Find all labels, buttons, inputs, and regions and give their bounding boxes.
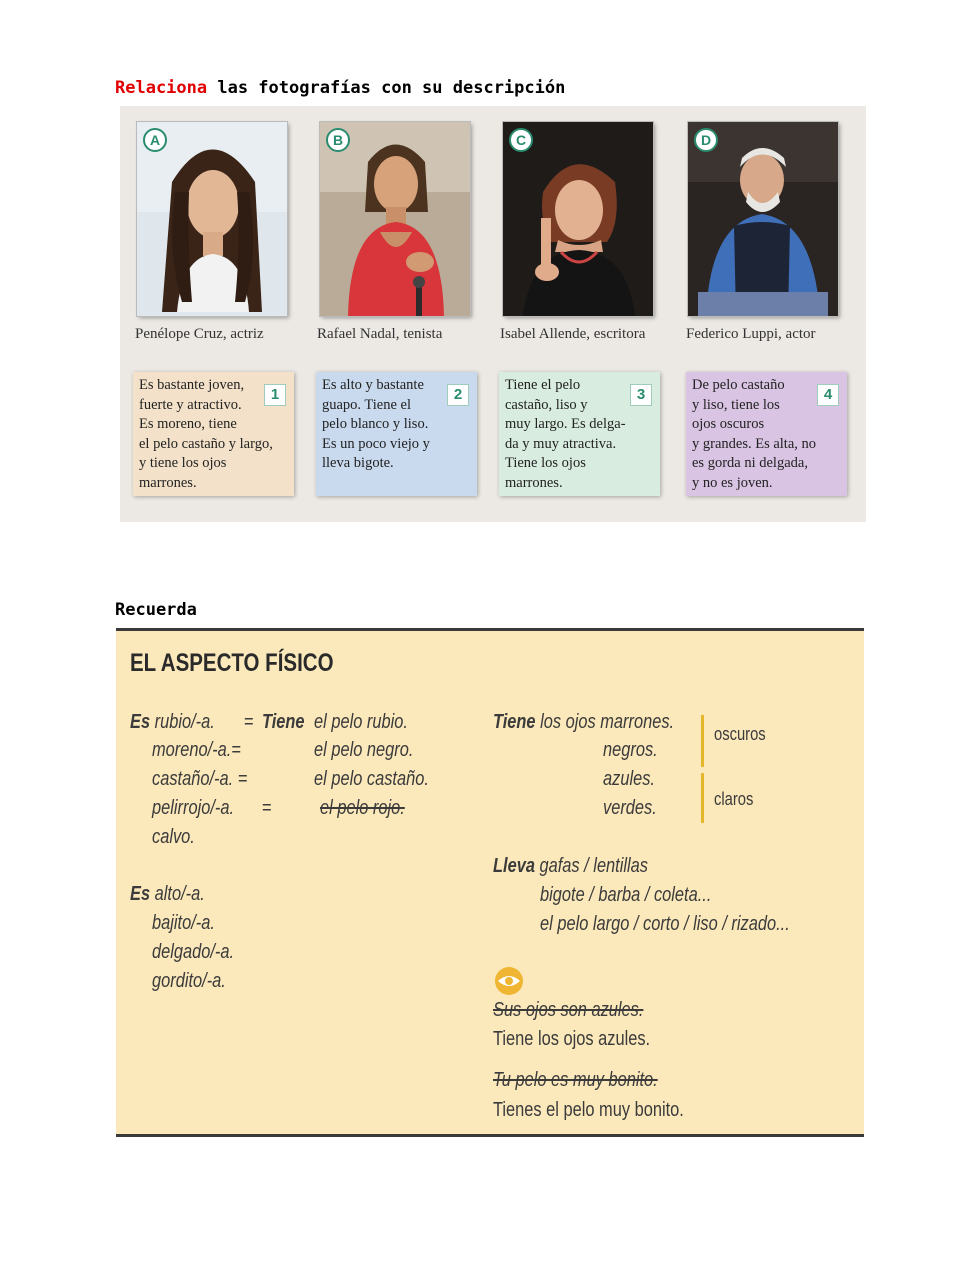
right-sentence-2: Tienes el pelo muy bonito. [493, 1099, 684, 1121]
box-title: EL ASPECTO FÍSICO [130, 649, 334, 677]
bigote-text: bigote / barba / coleta... [540, 884, 712, 906]
letter-badge: A [143, 128, 167, 152]
verdes-text: verdes. [603, 797, 657, 819]
photo-caption: Isabel Allende, escritora [500, 326, 646, 342]
description-card-1 [133, 372, 294, 496]
pelirrojo-text: pelirrojo/-a. [152, 797, 235, 819]
line-alto [130, 883, 205, 906]
right-sentence-1: Tiene los ojos azules. [493, 1028, 651, 1050]
photo-caption: Rafael Nadal, tenista [317, 326, 443, 342]
activity-heading [115, 78, 565, 98]
gordito-text: gordito/-a. [152, 970, 226, 992]
es-label: Es [130, 711, 151, 733]
letter-badge: C [509, 128, 533, 152]
recuerda-heading: Recuerda [115, 600, 197, 620]
calvo-text: calvo. [152, 826, 195, 848]
rubio-text: rubio/-a. [154, 711, 215, 733]
photo-caption: Penélope Cruz, actriz [135, 326, 264, 342]
letter-badge: D [694, 128, 718, 152]
card-number: 3 [630, 384, 652, 406]
pelo-negro: el pelo negro. [314, 739, 414, 761]
equals-sign: = [262, 797, 272, 819]
pelo-largo-text: el pelo largo / corto / liso / rizado... [540, 913, 790, 935]
card-number: 2 [447, 384, 469, 406]
grammar-box [116, 628, 864, 1137]
heading-text: las fotografías con su descripción [207, 78, 566, 98]
castano-text: castaño/-a. = [152, 768, 248, 790]
card-text: De pelo castaño y liso, tiene los ojos oscuros y grandes. Es alta, no es gorda ni delgada, y no es joven. [692, 377, 817, 491]
card-text: Es alto y bastante guapo. Tiene el pelo blanco y liso. Es un poco viejo y lleva bigote. [322, 377, 430, 471]
gafas-text: gafas / lentillas [539, 855, 648, 877]
es-label: Es [130, 883, 151, 905]
equals-sign: = [244, 711, 254, 733]
description-card-2 [316, 372, 477, 496]
moreno-text: moreno/-a.= [152, 739, 241, 761]
heading-highlight: Relaciona [115, 78, 208, 98]
wrong-sentence-1: Sus ojos son azules. [493, 999, 644, 1021]
pelo-rojo-wrong: el pelo rojo. [320, 797, 405, 819]
photo-d [688, 122, 838, 316]
card-text: Es bastante joven, fuerte y atractivo. Es moreno, tiene el pelo castaño y largo, y tiene los ojos marrones. [139, 377, 273, 491]
bracket-oscuros [701, 715, 704, 767]
negros-text: negros. [603, 739, 658, 761]
tiene-word: Tiene [493, 711, 536, 733]
matching-activity [120, 106, 866, 522]
tiene-label [262, 711, 305, 734]
photo-b [320, 122, 470, 316]
lleva-word: Lleva [493, 855, 535, 877]
azules-text: azules. [603, 768, 655, 790]
ojos-marrones: los ojos marrones. [540, 711, 675, 733]
oscuros-label: oscuros [714, 724, 766, 744]
photo-caption: Federico Luppi, actor [686, 326, 816, 342]
line-ojos [493, 711, 674, 734]
bajito-text: bajito/-a. [152, 912, 215, 934]
line-rubio [130, 711, 215, 734]
line-lleva [493, 855, 648, 878]
tiene-word: Tiene [262, 711, 305, 733]
photo-c [503, 122, 653, 316]
photo-a [137, 122, 287, 316]
card-number: 1 [264, 384, 286, 406]
eye-icon [493, 967, 525, 995]
description-card-4 [686, 372, 847, 496]
pelo-castano: el pelo castaño. [314, 768, 429, 790]
alto-text: alto/-a. [154, 883, 205, 905]
description-card-3 [499, 372, 660, 496]
delgado-text: delgado/-a. [152, 941, 235, 963]
card-text: Tiene el pelo castaño, liso y muy largo. Es delga- da y muy atractiva. Tiene los ojos marrones. [505, 377, 626, 491]
letter-badge: B [326, 128, 350, 152]
wrong-sentence-2: Tu pelo es muy bonito. [493, 1069, 658, 1091]
claros-label: claros [714, 789, 754, 809]
card-number: 4 [817, 384, 839, 406]
pelo-rubio: el pelo rubio. [314, 711, 408, 733]
bracket-claros [701, 773, 704, 823]
